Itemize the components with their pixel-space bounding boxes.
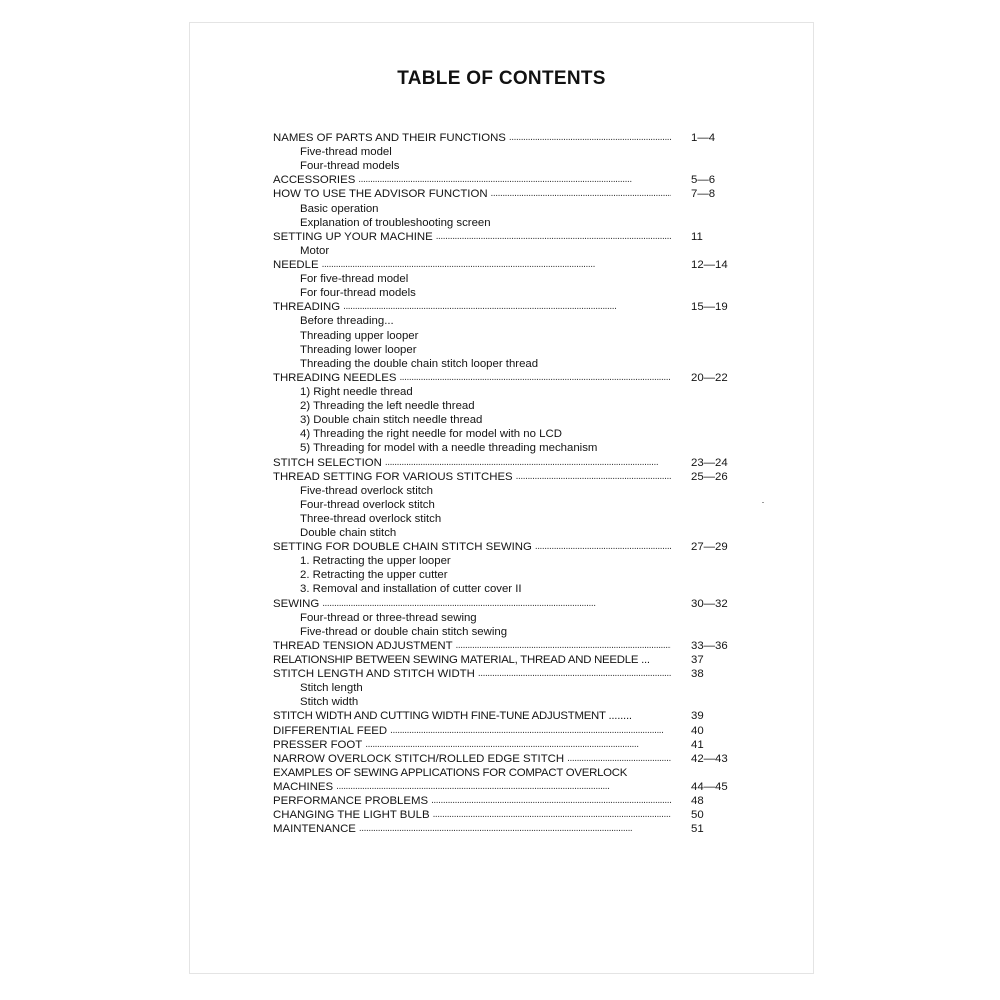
dot-leader bbox=[322, 257, 671, 272]
toc-entry bbox=[273, 667, 733, 681]
toc-entry-label: 4) Threading the right needle for model with no LCD bbox=[300, 428, 562, 441]
toc-subentry bbox=[273, 512, 733, 526]
toc-entry-label: THREAD TENSION ADJUSTMENT bbox=[273, 639, 453, 652]
toc-subentry bbox=[273, 441, 733, 455]
toc-page-number: 30—32 bbox=[691, 597, 728, 610]
dot-leader bbox=[456, 638, 671, 653]
toc-page-number: 44—45 bbox=[691, 781, 728, 794]
toc-entry-label: NARROW OVERLOCK STITCH/ROLLED EDGE STITCH bbox=[273, 752, 565, 765]
toc-subentry bbox=[273, 625, 733, 639]
dot-leader bbox=[399, 370, 671, 385]
toc-entry-label: Before threading... bbox=[300, 315, 394, 328]
toc-entry-label: 2. Retracting the upper cutter bbox=[300, 569, 448, 582]
toc-subentry bbox=[273, 329, 733, 343]
toc-entry-label: 1. Retracting the upper looper bbox=[300, 555, 451, 568]
toc-entry-label: Stitch width bbox=[300, 696, 359, 709]
toc-subentry bbox=[273, 343, 733, 357]
toc-entry bbox=[273, 230, 733, 244]
toc-page-number: 5—6 bbox=[691, 174, 716, 187]
toc-entry bbox=[273, 780, 733, 794]
toc-entry-label: Explanation of troubleshooting screen bbox=[300, 216, 491, 229]
toc-entry-label: 3) Double chain stitch needle thread bbox=[300, 414, 483, 427]
toc-page-number: 11 bbox=[691, 230, 703, 243]
toc-entry-label: Four-thread models bbox=[300, 160, 400, 173]
toc-subentry bbox=[273, 286, 733, 300]
toc-subentry bbox=[273, 583, 733, 597]
toc-entry-label: MAINTENANCE bbox=[273, 823, 356, 836]
toc-subentry bbox=[273, 159, 733, 173]
toc-page-number: 7—8 bbox=[691, 188, 716, 201]
toc-page-number: 23—24 bbox=[691, 456, 728, 469]
toc-entry-label: Threading lower looper bbox=[300, 343, 417, 356]
toc-entry-label: SETTING FOR DOUBLE CHAIN STITCH SEWING bbox=[273, 541, 532, 554]
toc-entry-label: Four-thread overlock stitch bbox=[300, 498, 435, 511]
toc-entry bbox=[273, 300, 733, 314]
toc-entry bbox=[273, 794, 733, 808]
toc-page-number: 39 bbox=[691, 710, 704, 723]
toc-entry bbox=[273, 822, 733, 836]
toc-entry-label: Threading upper looper bbox=[300, 329, 419, 342]
dot-leader bbox=[343, 299, 671, 314]
toc-entry bbox=[273, 639, 733, 653]
toc-entry-label: NEEDLE bbox=[273, 258, 319, 271]
toc-entry-label: Motor bbox=[300, 244, 330, 257]
toc-subentry bbox=[273, 554, 733, 568]
stray-mark bbox=[762, 502, 764, 503]
toc-entry-label: Double chain stitch bbox=[300, 527, 397, 540]
toc-entry-label: STITCH SELECTION bbox=[273, 456, 382, 469]
toc-entry-label: HOW TO USE THE ADVISOR FUNCTION bbox=[273, 188, 488, 201]
toc-page-number: 33—36 bbox=[691, 639, 728, 652]
toc-entry bbox=[273, 470, 733, 484]
toc-entry-label: Basic operation bbox=[300, 202, 379, 215]
toc-subentry bbox=[273, 385, 733, 399]
toc-entry-label: SEWING bbox=[273, 597, 320, 610]
toc-entry-label: NAMES OF PARTS AND THEIR FUNCTIONS bbox=[273, 131, 506, 144]
toc-subentry bbox=[273, 484, 733, 498]
dot-leader bbox=[359, 821, 671, 836]
toc-entry-label: PRESSER FOOT bbox=[273, 738, 363, 751]
toc-page-number: 50 bbox=[691, 809, 704, 822]
toc-entry bbox=[273, 766, 733, 780]
dot-leader bbox=[491, 186, 671, 201]
toc-entry-label: CHANGING THE LIGHT BULB bbox=[273, 809, 430, 822]
toc-subentry bbox=[273, 498, 733, 512]
toc-entry-label: MACHINES bbox=[273, 781, 334, 794]
dot-leader bbox=[322, 596, 671, 611]
toc-entry bbox=[273, 724, 733, 738]
toc-entry-label: Five-thread overlock stitch bbox=[300, 484, 433, 497]
toc-entry bbox=[273, 187, 733, 201]
toc-entry-label: THREADING bbox=[273, 301, 341, 314]
dot-leader bbox=[535, 539, 671, 554]
toc-entry-label: PERFORMANCE PROBLEMS bbox=[273, 795, 429, 808]
dot-leader bbox=[358, 172, 671, 187]
dot-leader bbox=[385, 455, 671, 470]
toc-subentry bbox=[273, 681, 733, 695]
toc-entry-label: ACCESSORIES bbox=[273, 174, 356, 187]
dot-leader bbox=[365, 737, 671, 752]
toc-subentry bbox=[273, 399, 733, 413]
toc-entry-label: Four-thread or three-thread sewing bbox=[300, 611, 477, 624]
toc-entry-label: Stitch length bbox=[300, 682, 363, 695]
page-title: TABLE OF CONTENTS bbox=[397, 68, 606, 89]
dot-leader bbox=[478, 666, 671, 681]
toc-subentry bbox=[273, 272, 733, 286]
toc-entry-label: 2) Threading the left needle thread bbox=[300, 400, 475, 413]
toc-page-number: 37 bbox=[691, 654, 704, 667]
toc-entry-label: 5) Threading for model with a needle threading mechanism bbox=[300, 442, 598, 455]
toc-entry bbox=[273, 597, 733, 611]
toc-subentry bbox=[273, 695, 733, 709]
toc-entry-label: 3. Removal and installation of cutter cover II bbox=[300, 583, 522, 596]
toc-subentry bbox=[273, 244, 733, 258]
toc-subentry bbox=[273, 413, 733, 427]
toc-entry bbox=[273, 371, 733, 385]
toc-entry bbox=[273, 258, 733, 272]
toc-subentry bbox=[273, 314, 733, 328]
table-of-contents bbox=[273, 131, 733, 836]
toc-page-number: 42—43 bbox=[691, 752, 728, 765]
toc-entry-label: EXAMPLES OF SEWING APPLICATIONS FOR COMPACT OVERLOCK bbox=[273, 766, 628, 779]
toc-subentry bbox=[273, 526, 733, 540]
toc-entry-label: THREAD SETTING FOR VARIOUS STITCHES bbox=[273, 470, 513, 483]
toc-entry-label: Threading the double chain stitch looper thread bbox=[300, 357, 539, 370]
toc-entry-label: Five-thread or double chain stitch sewing bbox=[300, 625, 508, 638]
toc-entry-label: THREADING NEEDLES bbox=[273, 371, 397, 384]
toc-entry-label: STITCH LENGTH AND STITCH WIDTH bbox=[273, 668, 475, 681]
dot-leader bbox=[431, 793, 671, 808]
toc-subentry bbox=[273, 202, 733, 216]
toc-entry bbox=[273, 752, 733, 766]
toc-entry bbox=[273, 738, 733, 752]
toc-page-number: 1—4 bbox=[691, 131, 716, 144]
dot-leader bbox=[516, 469, 671, 484]
dot-leader bbox=[390, 723, 671, 738]
dot-leader bbox=[567, 751, 671, 766]
dot-leader bbox=[433, 807, 671, 822]
toc-entry bbox=[273, 709, 733, 723]
toc-subentry bbox=[273, 216, 733, 230]
toc-page-number: 51 bbox=[691, 823, 704, 836]
toc-subentry bbox=[273, 427, 733, 441]
toc-entry bbox=[273, 653, 733, 667]
toc-subentry bbox=[273, 357, 733, 371]
toc-entry bbox=[273, 540, 733, 554]
toc-subentry bbox=[273, 568, 733, 582]
toc-page-number: 48 bbox=[691, 795, 704, 808]
toc-page-number: 20—22 bbox=[691, 371, 728, 384]
toc-entry bbox=[273, 173, 733, 187]
toc-entry bbox=[273, 131, 733, 145]
toc-entry-label: RELATIONSHIP BETWEEN SEWING MATERIAL, THREAD AND NEEDLE ... bbox=[273, 654, 650, 667]
toc-page-number: 27—29 bbox=[691, 541, 728, 554]
toc-page-number: 41 bbox=[691, 738, 704, 751]
toc-entry bbox=[273, 456, 733, 470]
toc-entry-label: For four-thread models bbox=[300, 287, 416, 300]
toc-entry-label: SETTING UP YOUR MACHINE bbox=[273, 230, 433, 243]
dot-leader bbox=[509, 130, 671, 145]
toc-page-number: 12—14 bbox=[691, 258, 728, 271]
toc-entry-label: Five-thread model bbox=[300, 146, 392, 159]
toc-entry-label: 1) Right needle thread bbox=[300, 385, 413, 398]
toc-subentry bbox=[273, 611, 733, 625]
toc-entry-label: DIFFERENTIAL FEED bbox=[273, 724, 388, 737]
toc-page-number: 40 bbox=[691, 724, 704, 737]
toc-entry-label: Three-thread overlock stitch bbox=[300, 512, 442, 525]
toc-entry-label: For five-thread model bbox=[300, 273, 409, 286]
toc-page-number: 25—26 bbox=[691, 470, 728, 483]
toc-page-number: 38 bbox=[691, 668, 704, 681]
toc-subentry bbox=[273, 145, 733, 159]
dot-leader bbox=[336, 779, 671, 794]
dot-leader bbox=[436, 229, 671, 244]
toc-entry bbox=[273, 808, 733, 822]
toc-entry-label: STITCH WIDTH AND CUTTING WIDTH FINE-TUNE ADJUSTMENT ........ bbox=[273, 710, 632, 723]
toc-page-number: 15—19 bbox=[691, 301, 728, 314]
